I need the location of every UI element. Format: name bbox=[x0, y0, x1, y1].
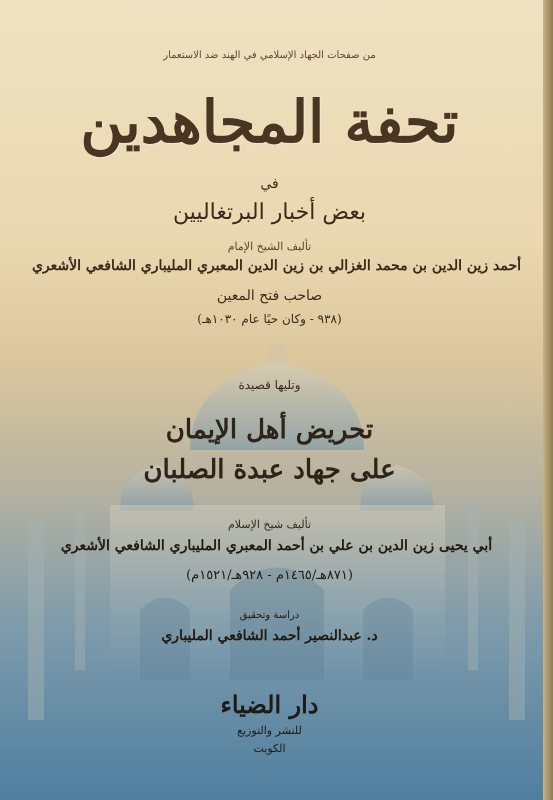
cover-edge bbox=[543, 0, 553, 800]
poem-author-label: تأليف شيخ الإسلام bbox=[227, 518, 312, 531]
poem-title-line2: على جهاد عبدة الصلبان bbox=[143, 455, 396, 485]
publisher-line2: للنشر والتوزيع bbox=[237, 724, 302, 737]
poem-author-dates: (٨٧١هـ/١٤٦٥م - ٩٢٨هـ/١٥٢١م) bbox=[186, 568, 353, 583]
author-dates: (٩٣٨ - وكان حيًا عام ١٠٣٠هـ) bbox=[197, 312, 342, 326]
study-label: دراسة وتحقيق bbox=[239, 610, 300, 621]
followed-by-label: وتليها قصيدة bbox=[238, 378, 301, 392]
series-line: من صفحات الجهاد الإسلامي في الهند ضد الاستعمار bbox=[163, 50, 376, 61]
author-label: تأليف الشيخ الإمام bbox=[227, 240, 312, 253]
book-title: تحفة المجاهدين bbox=[80, 88, 459, 156]
poem-author-name: أبي يحيى زين الدين بن علي بن أحمد المعبري المليباري الشافعي الأشعري bbox=[60, 538, 493, 554]
book-subtitle: بعض أخبار البرتغاليين bbox=[172, 200, 367, 225]
publisher-name: دار الضياء bbox=[220, 690, 319, 719]
editor-name: د. عبدالنصير أحمد الشافعي المليباري bbox=[161, 628, 378, 644]
poem-title-line1: تحريض أهل الإيمان bbox=[165, 415, 374, 445]
title-preposition: في bbox=[260, 176, 279, 192]
publisher-city: الكويت bbox=[253, 742, 286, 755]
author-epithet: صاحب فتح المعين bbox=[216, 288, 323, 304]
author-name: أحمد زين الدين بن محمد الغزالي بن زين الدين المعبري المليباري الشافعي الأشعري bbox=[31, 258, 522, 274]
